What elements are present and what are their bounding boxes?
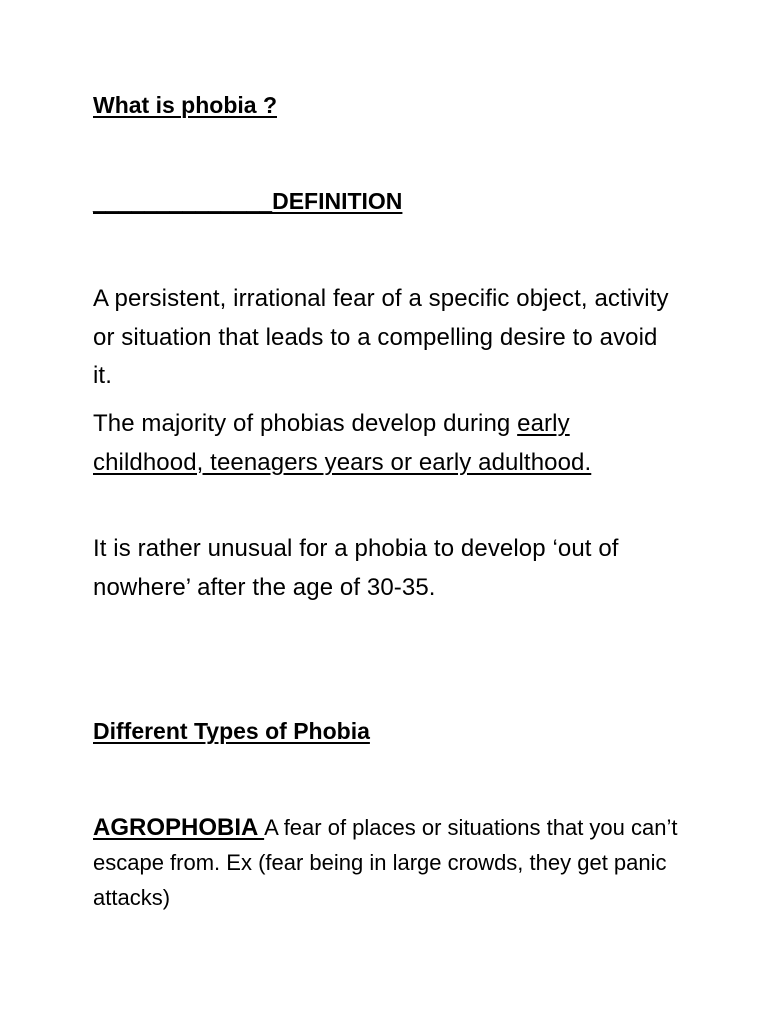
agrophobia-entry — [93, 810, 683, 915]
definition-paragraph: A persistent, irrational fear of a specific object, activity or situation that leads to a compelling desire to avoid it. — [93, 285, 669, 389]
late-onset-paragraph: It is rather unusual for a phobia to develop ‘out of nowhere’ after the age of 30-35. — [93, 535, 619, 601]
onset-ages-underlined: early childhood, teenagers years or early adulthood. — [93, 410, 592, 476]
definition-heading: ______________DEFINITION — [93, 188, 403, 214]
agrophobia-term: AGROPHOBIA — [93, 814, 265, 841]
onset-paragraph-text: The majority of phobias develop during — [93, 410, 518, 437]
onset-paragraph — [93, 405, 683, 482]
page-title: What is phobia ? — [93, 92, 277, 118]
agrophobia-description: A fear of places or situations that you can’t escape from. Ex (fear being in large crowds, they get panic attacks) — [93, 815, 678, 910]
types-heading: Different Types of Phobia — [93, 718, 370, 744]
